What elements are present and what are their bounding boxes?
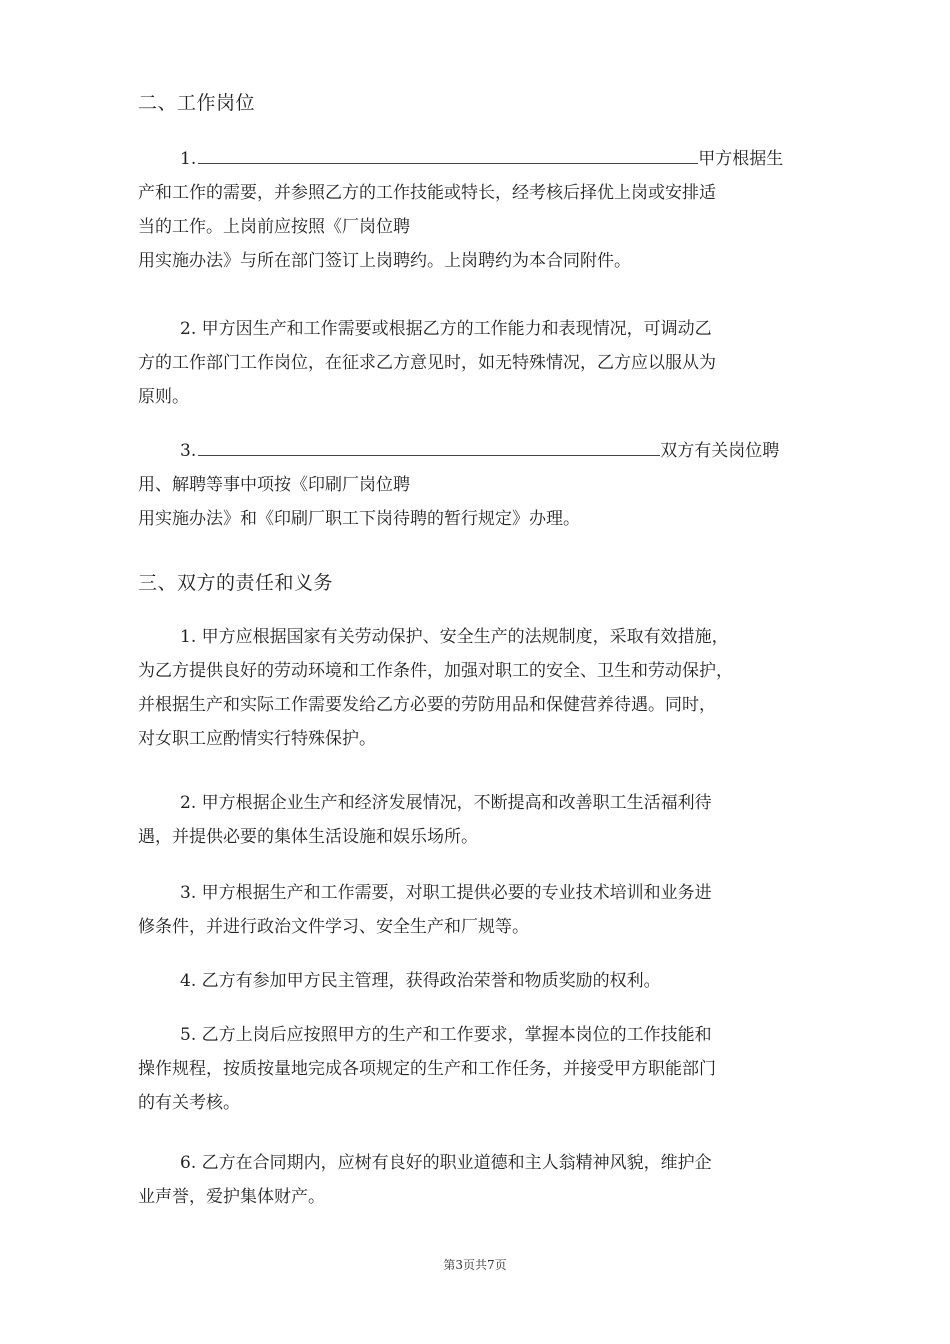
- clause-3-2: [138, 786, 810, 854]
- clause-2-2-line-2: 方的工作部门工作岗位，在征求乙方意见时，如无特殊情况，乙方应以服从为: [138, 353, 716, 373]
- clause-2-2-line-1: 2. 甲方因生产和工作需要或根据乙方的工作能力和表现情况，可调动乙: [180, 319, 712, 339]
- clause-2-3: [138, 434, 810, 536]
- clause-2-2: [138, 312, 810, 414]
- page-number: 第3页共7页: [443, 1258, 507, 1272]
- clause-3-5: [138, 1018, 810, 1120]
- clause-3-4: [138, 964, 810, 998]
- clause-3-3-line-1: 3. 甲方根据生产和工作需要，对职工提供必要的专业技术培训和业务进: [180, 883, 712, 903]
- clause-2-1-line-2: 产和工作的需要，并参照乙方的工作技能或特长，经考核后择优上岗或安排适: [138, 183, 716, 203]
- clause-3-6: [138, 1146, 810, 1214]
- clause-3-3-line-2: 修条件，并进行政治文件学习、安全生产和厂规等。: [138, 917, 529, 937]
- clause-3-1: [138, 620, 810, 756]
- clause-3-2-line-2: 遇，并提供必要的集体生活设施和娱乐场所。: [138, 827, 478, 847]
- clause-3-5-line-3: 的有关考核。: [138, 1093, 240, 1113]
- clause-3-2-line-1: 2. 甲方根据企业生产和经济发展情况，不断提高和改善职工生活福利待: [180, 793, 712, 813]
- clause-number: 3.: [180, 441, 197, 461]
- clause-2-1-line-4: 用实施办法》与所在部门签订上岗聘约。上岗聘约为本合同附件。: [138, 251, 631, 271]
- clause-2-3-line-1: [138, 434, 810, 468]
- clause-2-3-line-2: 用、解聘等事中项按《印刷厂岗位聘: [138, 475, 410, 495]
- clause-3-1-line-2: 为乙方提供良好的劳动环境和工作条件，加强对职工的安全、卫生和劳动保护，: [138, 661, 733, 681]
- clause-2-1-line-1: [138, 142, 810, 176]
- clause-3-6-line-1: 6. 乙方在合同期内，应树有良好的职业道德和主人翁精神风貌，维护企: [180, 1153, 712, 1173]
- clause-3-1-line-1: 1. 甲方应根据国家有关劳动保护、安全生产的法规制度，采取有效措施，: [180, 627, 729, 647]
- clause-2-1: [138, 142, 810, 278]
- section-heading-work-position: 二、工作岗位: [138, 92, 256, 114]
- clause-3-3: [138, 876, 810, 944]
- section-heading-responsibilities: 三、双方的责任和义务: [138, 572, 334, 594]
- clause-3-5-line-1: 5. 乙方上岗后应按照甲方的生产和工作要求，掌握本岗位的工作技能和: [180, 1025, 712, 1045]
- fill-in-blank[interactable]: [198, 145, 698, 164]
- clause-text: 甲方根据生: [698, 149, 784, 169]
- clause-3-1-line-3: 并根据生产和实际工作需要发给乙方必要的劳防用品和保健营养待遇。同时，: [138, 695, 716, 715]
- clause-3-4-line-1: 4. 乙方有参加甲方民主管理，获得政治荣誉和物质奖励的权利。: [180, 971, 661, 991]
- clause-3-6-line-2: 业声誉，爱护集体财产。: [138, 1187, 325, 1207]
- clause-text: 双方有关岗位聘: [660, 441, 780, 461]
- clause-2-2-line-3: 原则。: [138, 387, 189, 407]
- clause-2-1-line-3: 当的工作。上岗前应按照《厂岗位聘: [138, 217, 410, 237]
- clause-3-1-line-4: 对女职工应酌情实行特殊保护。: [138, 729, 376, 749]
- clause-3-5-line-2: 操作规程，按质按量地完成各项规定的生产和工作任务，并接受甲方职能部门: [138, 1059, 716, 1079]
- fill-in-blank[interactable]: [198, 437, 660, 456]
- clause-2-3-line-3: 用实施办法》和《印刷厂职工下岗待聘的暂行规定》办理。: [138, 509, 580, 529]
- clause-number: 1.: [180, 149, 197, 169]
